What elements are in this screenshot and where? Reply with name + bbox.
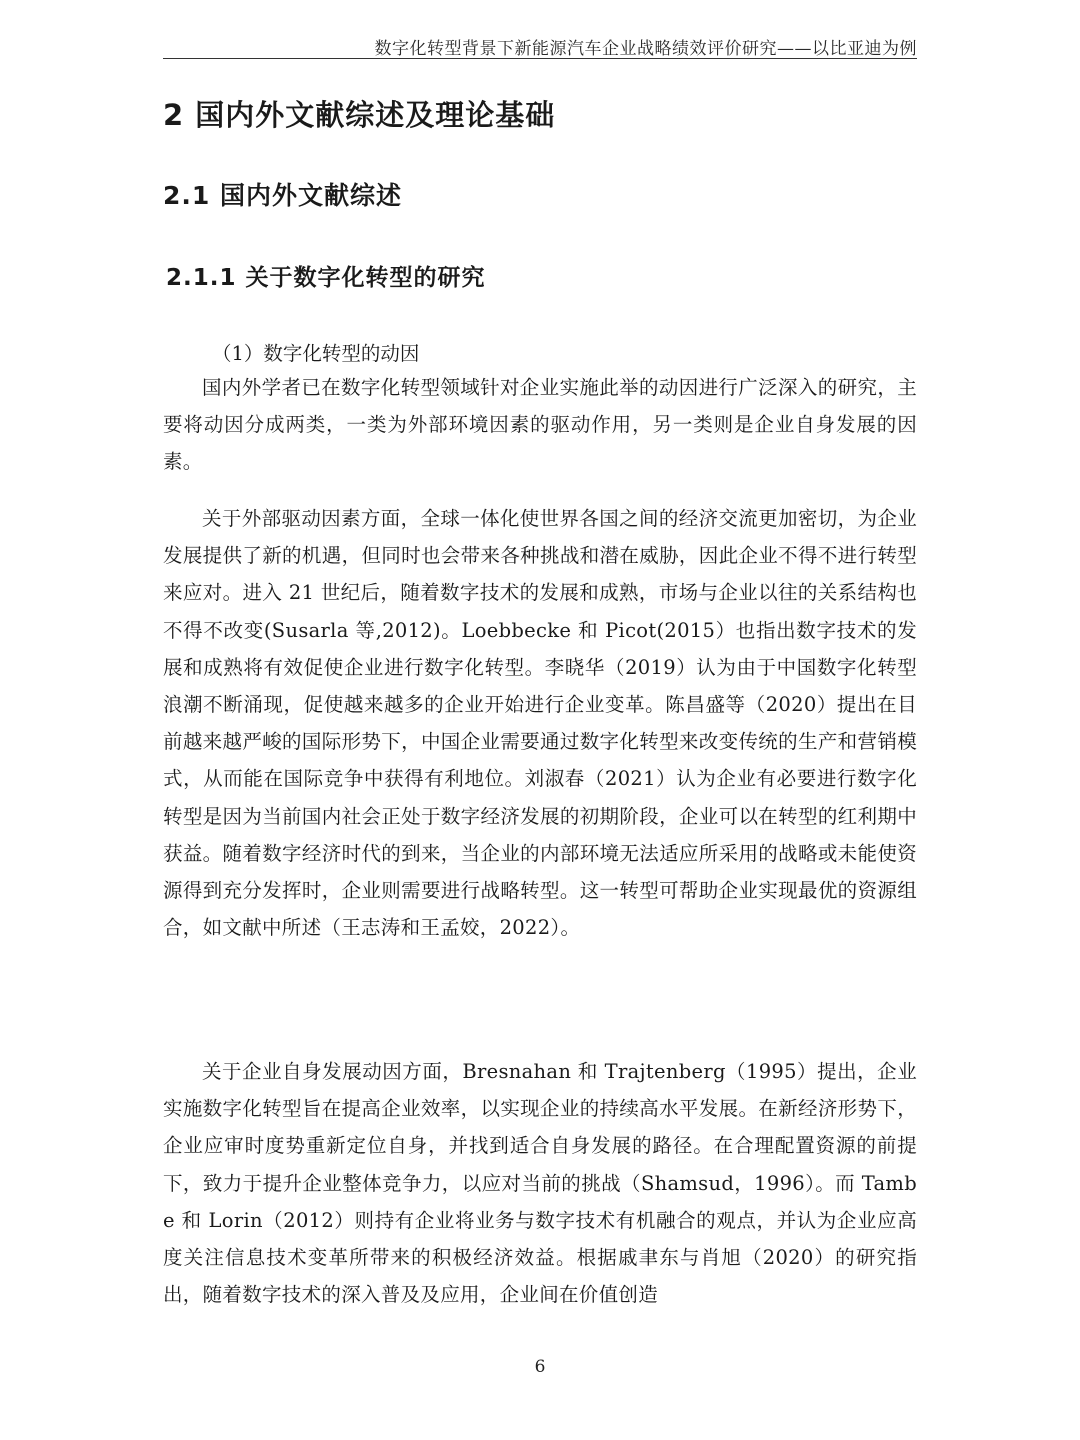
body-paragraph: 关于外部驱动因素方面，全球一体化使世界各国之间的经济交流更加密切，为企业发展提供了新的机遇，但同时也会带来各种挑战和潜在威胁，因此企业不得不进行转型来应对。进入 21 世纪后，随着数字技术的发展和成熟，市场与企业以往的关系结构也不得不改变(Susarla 等,2012)。Loebbecke 和 Picot(2015）也指出数字技术的发展和成熟将有效促使企业进行数字化转型。李晓华（2019）认为由于中国数字化转型浪潮不断涌现，促使越来越多的企业开始进行企业变革。陈昌盛等（2020）提出在目前越来越严峻的国际形势下，中国企业需要通过数字化转型来改变传统的生产和营销模式，从而能在国际竞争中获得有利地位。刘淑春（2021）认为企业有必要进行数字化转型是因为当前国内社会正处于数字经济发展的初期阶段，企业可以在转型的红利期中获益。随着数字经济时代的到来，当企业的内部环境无法适应所采用的战略或未能使资源得到充分发挥时，企业则需要进行战略转型。这一转型可帮助企业实现最优的资源组合，如文献中所述（王志涛和王孟姣，2022）。 (163, 507, 917, 940)
section-heading: 2.1 国内外文献综述 (163, 181, 402, 210)
topic-subheading: （1）数字化转型的动因 (212, 342, 420, 365)
running-header: 数字化转型背景下新能源汽车企业战略绩效评价研究——以比亚迪为例 (374, 39, 917, 59)
subsection-heading: 2.1.1 关于数字化转型的研究 (166, 265, 486, 291)
body-paragraph: 国内外学者已在数字化转型领域针对企业实施此举的动因进行广泛深入的研究，主要将动因分成两类，一类为外部环境因素的驱动作用，另一类则是企业自身发展的因素。 (163, 376, 917, 474)
body-paragraph: 关于企业自身发展动因方面，Bresnahan 和 Trajtenberg（1995）提出，企业实施数字化转型旨在提高企业效率，以实现企业的持续高水平发展。在新经济形势下，企业应审时度势重新定位自身，并找到适合自身发展的路径。在合理配置资源的前提下，致力于提升企业整体竞争力，以应对当前的挑战（Shamsud，1996）。而 Tambe 和 Lorin（2012）则持有企业将业务与数字技术有机融合的观点，并认为企业应高度关注信息技术变革所带来的积极经济效益。根据戚聿东与肖旭（2020）的研究指出，随着数字技术的深入普及及应用，企业间在价值创造 (163, 1060, 917, 1307)
page-number: 6 (534, 1357, 546, 1377)
chapter-heading: 2 国内外文献综述及理论基础 (163, 98, 556, 132)
header-rule (163, 58, 917, 59)
